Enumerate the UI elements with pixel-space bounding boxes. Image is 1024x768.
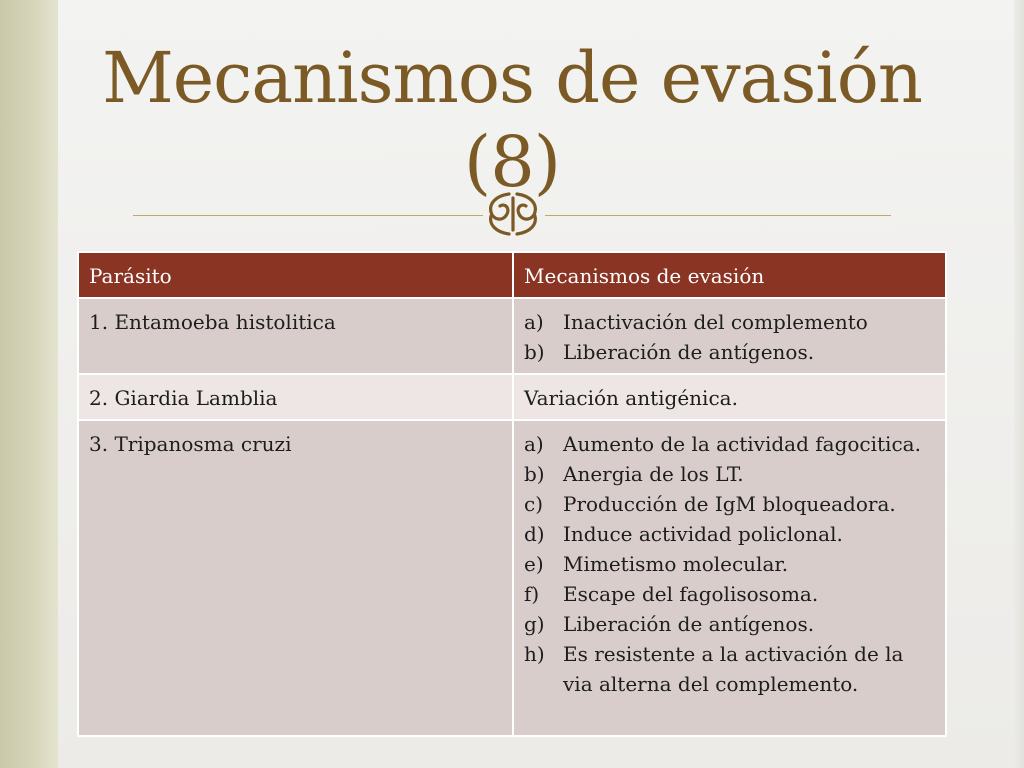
title-rule-left — [133, 215, 483, 216]
list-marker: f) — [524, 582, 540, 606]
mechanisms-cell — [513, 298, 946, 374]
list-item — [524, 519, 935, 549]
list-marker: e) — [524, 552, 544, 576]
flourish-ornament-icon — [481, 188, 545, 240]
list-marker: c) — [524, 492, 544, 516]
list-text: Escape del fagolisosoma. — [563, 582, 819, 606]
list-item — [524, 609, 935, 639]
list-text: Liberación de antígenos. — [563, 612, 815, 636]
parasite-cell: 1. Entamoeba histolitica — [78, 298, 513, 374]
left-decorative-band — [0, 0, 58, 768]
list-item — [524, 429, 935, 459]
title-rule-right — [545, 215, 891, 216]
list-text: Aumento de la actividad fagocitica. — [563, 432, 921, 456]
list-text: Liberación de antígenos. — [563, 340, 815, 364]
list-marker: d) — [524, 522, 545, 546]
right-edge — [1014, 0, 1024, 768]
list-marker: b) — [524, 340, 545, 364]
table-row — [78, 298, 946, 374]
list-marker: b) — [524, 462, 545, 486]
mechanisms-cell: Variación antigénica. — [513, 374, 946, 420]
header-mechanisms: Mecanismos de evasión — [513, 252, 946, 298]
list-item — [524, 579, 935, 609]
list-item — [524, 639, 935, 699]
list-marker: h) — [524, 642, 545, 666]
slide-title: Mecanismos de evasión (8) — [102, 37, 922, 203]
list-item — [524, 489, 935, 519]
list-text: Producción de IgM bloqueadora. — [563, 492, 896, 516]
list-marker: a) — [524, 432, 544, 456]
list-item — [524, 549, 935, 579]
table-row — [78, 374, 946, 420]
list-text: Anergia de los LT. — [563, 462, 744, 486]
list-item — [524, 337, 935, 367]
list-marker: g) — [524, 612, 545, 636]
list-item — [524, 307, 935, 337]
parasite-cell: 3. Tripanosma cruzi — [78, 420, 513, 736]
table-row — [78, 420, 946, 736]
parasite-cell: 2. Giardia Lamblia — [78, 374, 513, 420]
list-marker: a) — [524, 310, 544, 334]
list-text: Induce actividad policlonal. — [563, 522, 843, 546]
mechanisms-list — [524, 429, 935, 699]
list-text: Es resistente a la activación de la via alterna del complemento. — [563, 642, 904, 696]
list-item — [524, 459, 935, 489]
list-text: Mimetismo molecular. — [563, 552, 789, 576]
list-text: Inactivación del complemento — [563, 310, 868, 334]
mechanisms-list — [524, 307, 935, 367]
table-header-row — [78, 252, 946, 298]
mechanisms-cell — [513, 420, 946, 736]
header-parasite: Parásito — [78, 252, 513, 298]
evasion-table — [77, 251, 947, 737]
